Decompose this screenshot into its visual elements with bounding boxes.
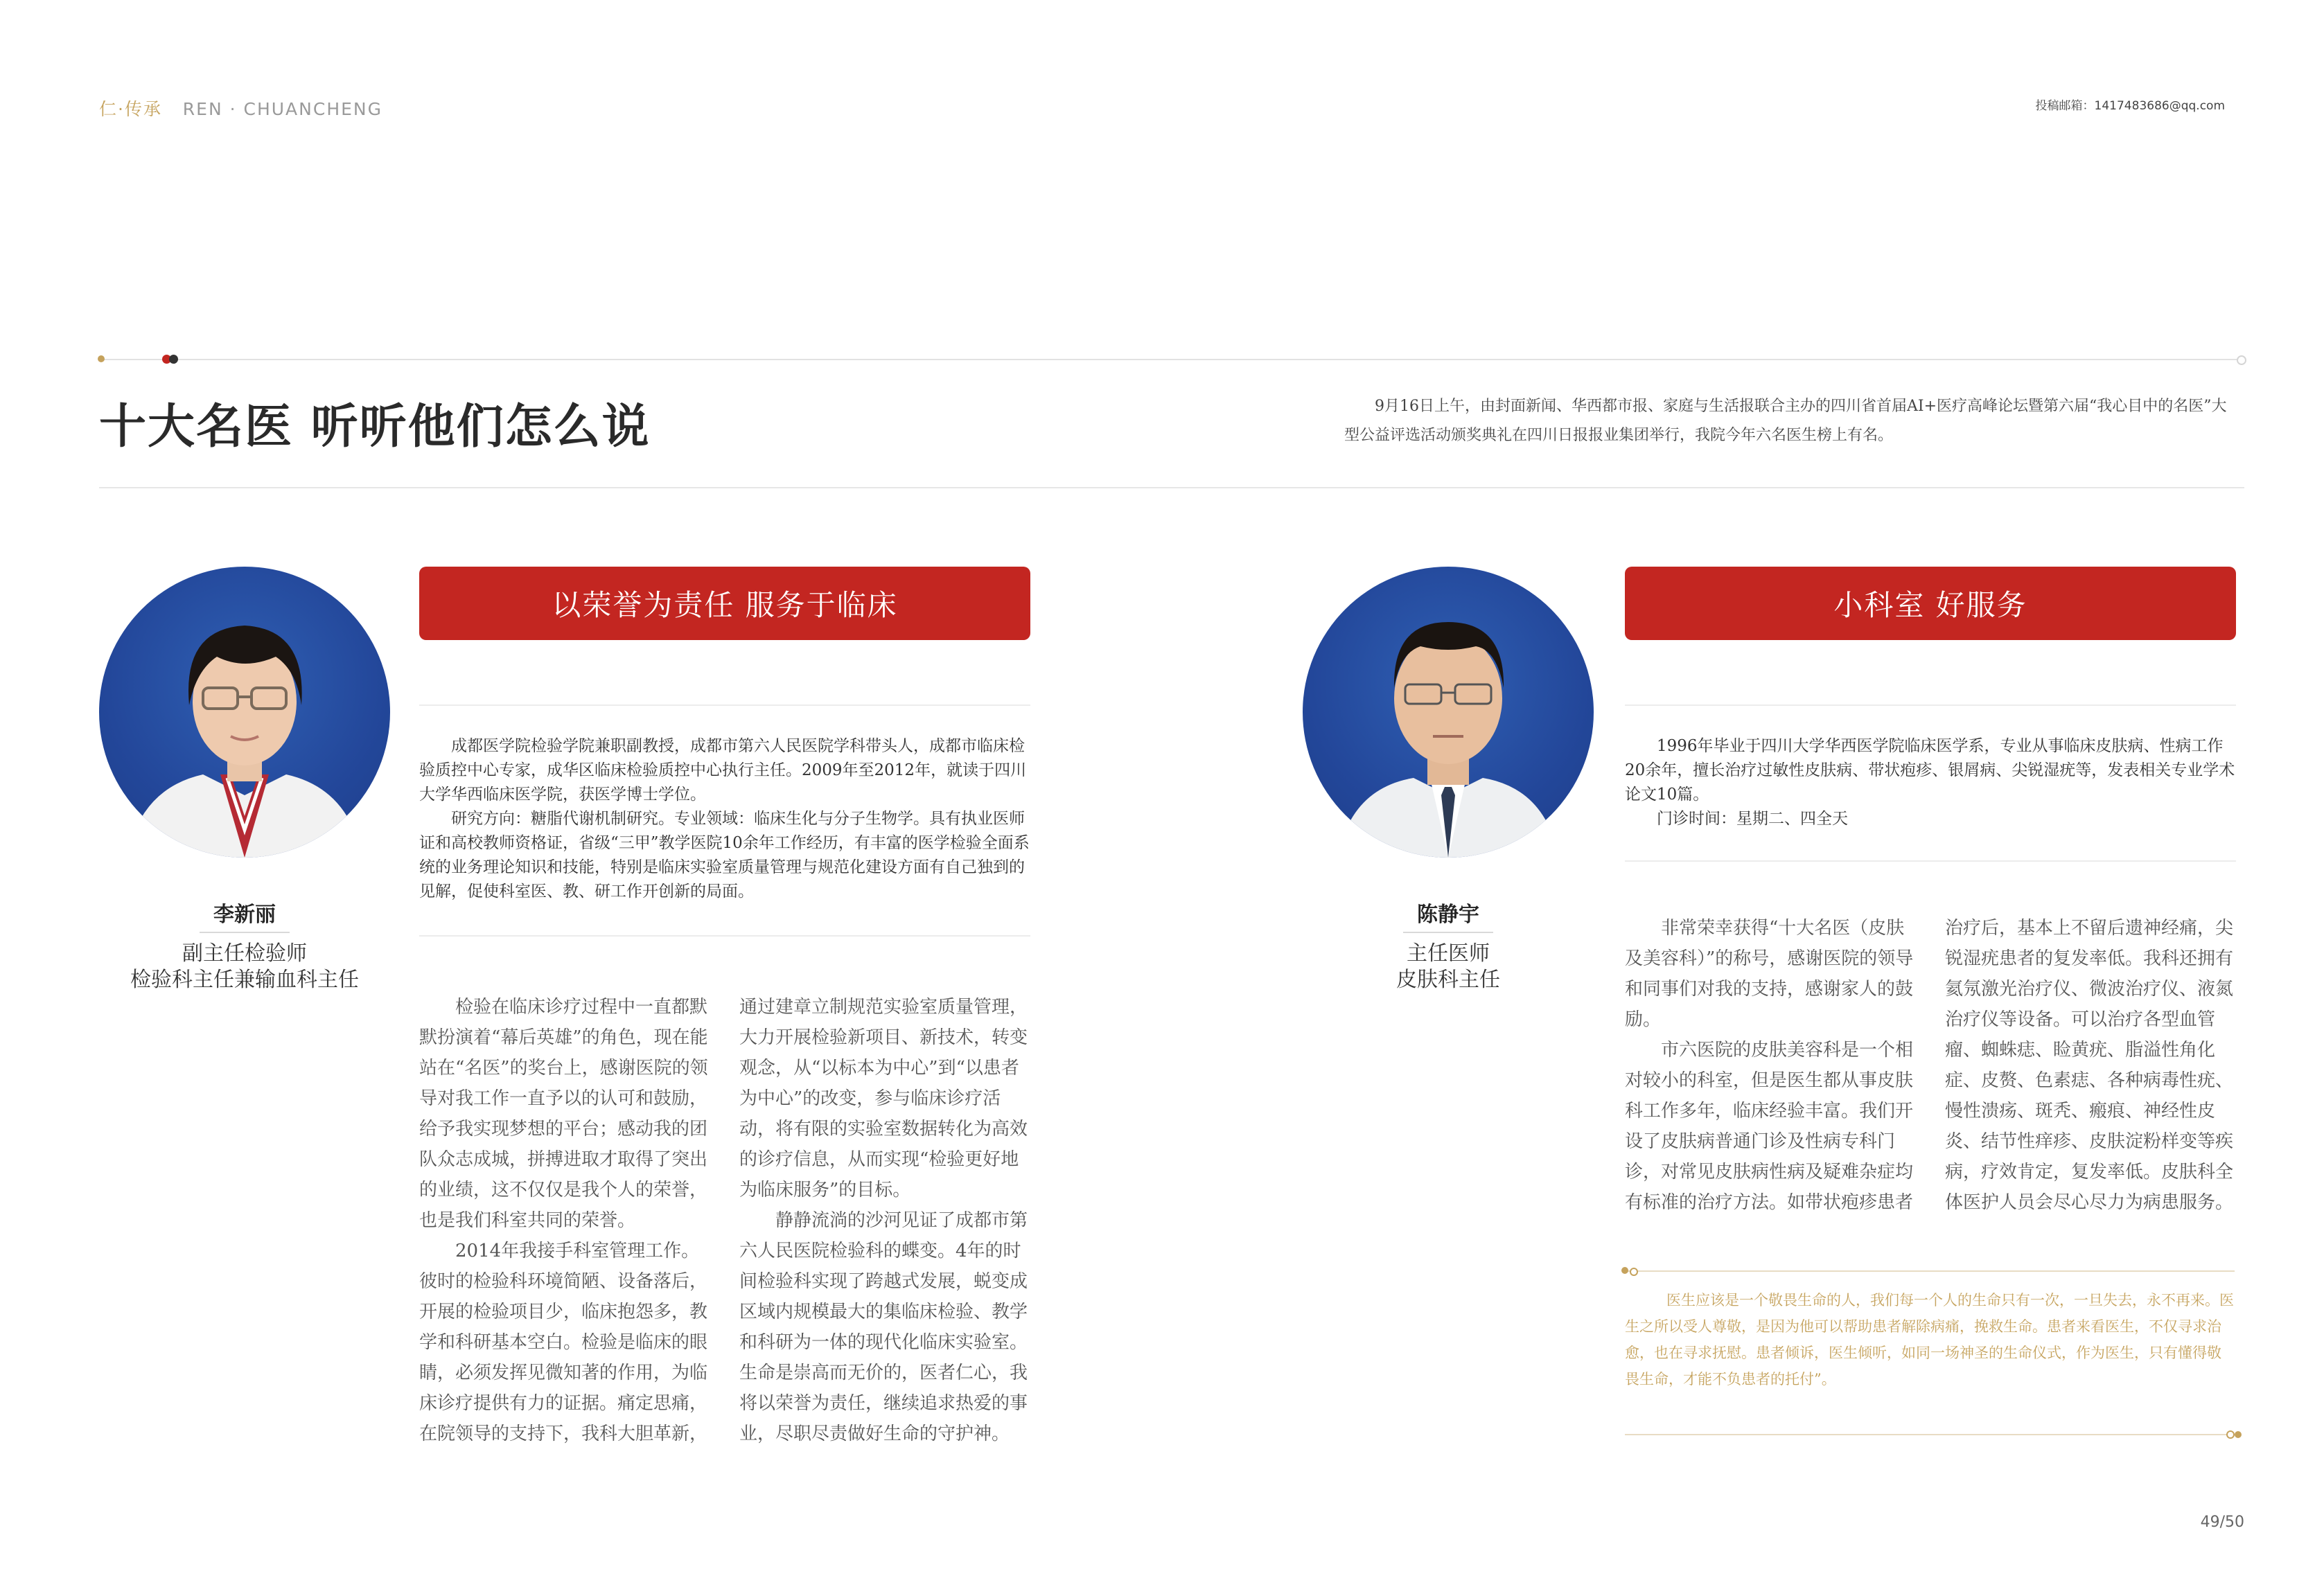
- doctor2-bio: [1625, 734, 2236, 831]
- quote-dot-left: [1621, 1267, 1628, 1274]
- title-top-rule: [99, 359, 2244, 360]
- intro-text: 9月16日上午，由封面新闻、华西都市报、家庭与生活报联合主办的四川省首届AI+医疗高峰论坛暨第六届“我心目中的名医”大型公益评选活动颁奖典礼在四川日报报业集团举行，我院今年六名医生榜上有名。: [1344, 398, 2227, 444]
- page-number: 49/50: [2200, 1514, 2244, 1531]
- doctor2-bio-p2: 门诊时间：星期二、四全天: [1657, 810, 1848, 828]
- doctor1-portrait-figure: [99, 567, 390, 858]
- doctor1-name-rule: [200, 932, 290, 933]
- doctor1-col2-p1: 通过建章立制规范实验室质量管理，大力开展检验新项目、新技术，转变观念，从“以标本为中心”到“以患者为中心”的改变，参与临床诊疗活动，将有限的实验室数据转化为高效的诊疗信息，从而实现“检验更好地为临床服务”的目标。: [739, 997, 1028, 1200]
- doctor1-col1-p1: 检验在临床诊疗过程中一直都默默扮演着“幕后英雄”的角色，现在能站在“名医”的奖台上，感谢医院的领导对我工作一直予以的认可和鼓励，给予我实现梦想的平台；感动我的团队众志成城，拼搏进取才取得了突出的业绩，这不仅仅是我个人的荣誉，也是我们科室共同的荣誉。: [419, 997, 708, 1231]
- doctor2-column-right: [1945, 913, 2236, 1218]
- doctor1-bio-p2: 研究方向：糖脂代谢机制研究。专业领域：临床生化与分子生物学。具有执业医师证和高校教师资格证，省级“三甲”教学医院10余年工作经历，有丰富的医学检验全面系统的业务理论知识和技能，特别是临床实验室质量管理与规范化建设方面有自己独到的见解，促使科室医、教、研工作开创新的局面。: [419, 810, 1030, 901]
- rule-dot-gold: [98, 355, 105, 362]
- quote-bottom-rule: [1625, 1434, 2235, 1435]
- section-label-zh: 仁·传承: [99, 99, 162, 119]
- section-label: [99, 96, 382, 121]
- doctor2-name: 陈静宇: [1417, 903, 1479, 927]
- doctor1-bio-bottom-rule: [419, 935, 1030, 937]
- quote-dot-right-hollow: [2226, 1430, 2235, 1439]
- doctor1-bio-top-rule: [419, 704, 1030, 706]
- quote-dot-right: [2235, 1431, 2242, 1438]
- doctor2-title-line1: 主任医师: [1407, 941, 1490, 966]
- doctor1-column-right: [739, 992, 1030, 1449]
- doctor1-column-left: [419, 992, 710, 1449]
- doctor2-col1-p1: 非常荣幸获得“十大名医（皮肤及美容科）”的称号，感谢医院的领导和同事们对我的支持，感谢家人的鼓励。: [1625, 918, 1914, 1030]
- doctor2-role: [1303, 941, 1594, 993]
- doctor1-title-line2: 检验科主任兼输血科主任: [130, 968, 359, 992]
- doctor1-title-line1: 副主任检验师: [182, 941, 307, 966]
- quote-dot-left-hollow: [1630, 1268, 1638, 1276]
- doctor2-col1-p2: 市六医院的皮肤美容科是一个相对较小的科室，但是医生都从事皮肤科工作多年，临床经验丰富。我们开设了皮肤病普通门诊及性病专科门诊，对常见皮肤病性病及疑难杂症均有标准的治疗方法。如带状疱疹患者: [1625, 1040, 1914, 1213]
- doctor2-title-line2: 皮肤科主任: [1396, 968, 1500, 992]
- doctor2-portrait: [1303, 567, 1594, 858]
- doctor1-role: [99, 941, 390, 993]
- rule-dot-end: [2237, 355, 2246, 365]
- doctor2-col2-p1: 治疗后，基本上不留后遗神经痛，尖锐湿疣患者的复发率低。我科还拥有氦氖激光治疗仪、微波治疗仪、液氮治疗仪等设备。可以治疗各型血管瘤、蜘蛛痣、睑黄疣、脂溢性角化症、皮赘、色素痣、各种病毒性疣、慢性溃疡、斑秃、瘢痕、神经性皮炎、结节性痒疹、皮肤淀粉样变等疾病，疗效肯定，复发率低。皮肤科全体医护人员会尽心尽力为病患服务。: [1945, 918, 2234, 1213]
- doctor2-quote: 医生应该是一个敬畏生命的人，我们每一个人的生命只有一次，一旦失去，永不再来。医生之所以受人尊敬，是因为他可以帮助患者解除病痛，挽救生命。患者来看医生，不仅寻求治愈，也在寻求抚慰。患者倾诉，医生倾听，如同一场神圣的生命仪式，作为医生，只有懂得敬畏生命，才能不负患者的托付”。: [1625, 1292, 2234, 1387]
- doctor1-col1-p2: 2014年我接手科室管理工作。彼时的检验科环境简陋、设备落后，开展的检验项目少，临床抱怨多，教学和科研基本空白。检验是临床的眼睛，必须发挥见微知著的作用，为临床诊疗提供有力的证据。痛定思痛，在院领导的支持下，我科大胆革新，: [419, 1241, 708, 1444]
- doctor2-bio-top-rule: [1625, 704, 2236, 706]
- doctor1-banner: 以荣誉为责任 服务于临床: [419, 567, 1030, 640]
- quote-top-rule: [1625, 1270, 2235, 1272]
- title-bottom-rule: [99, 487, 2244, 488]
- doctor2-name-rule: [1403, 932, 1493, 933]
- doctor2-portrait-figure: [1303, 567, 1594, 858]
- submission-email: 投稿邮箱：1417483686@qq.com: [2035, 99, 2225, 113]
- doctor1-portrait: [99, 567, 390, 858]
- rule-dot-dark: [169, 355, 178, 364]
- doctor2-bio-p1: 1996年毕业于四川大学华西医学院临床医学系，专业从事临床皮肤病、性病工作20余年，擅长治疗过敏性皮肤病、带状疱疹、银屑病、尖锐湿疣等，发表相关专业学术论文10篇。: [1625, 737, 2235, 804]
- doctor1-bio-p1: 成都医学院检验学院兼职副教授，成都市第六人民医院学科带头人，成都市临床检验质控中心专家，成华区临床检验质控中心执行主任。2009年至2012年，就读于四川大学华西临床医学院，获医学博士学位。: [419, 737, 1027, 804]
- doctor2-bio-bottom-rule: [1625, 860, 2236, 862]
- page-title: 十大名医 听听他们怎么说: [99, 399, 651, 454]
- section-label-en: REN · CHUANCHENG: [182, 99, 382, 119]
- doctor1-bio: [419, 734, 1030, 904]
- doctor1-name: 李新丽: [213, 903, 276, 927]
- doctor2-banner: 小科室 好服务: [1625, 567, 2236, 640]
- doctor1-col2-p2: 静静流淌的沙河见证了成都市第六人民医院检验科的蝶变。4年的时间检验科实现了跨越式发展，蜕变成区域内规模最大的集临床检验、教学和科研为一体的现代化临床实验室。生命是崇高而无价的，医者仁心，我将以荣誉为责任，继续追求热爱的事业，尽职尽责做好生命的守护神。: [739, 1210, 1028, 1444]
- doctor2-column-left: [1625, 913, 1916, 1218]
